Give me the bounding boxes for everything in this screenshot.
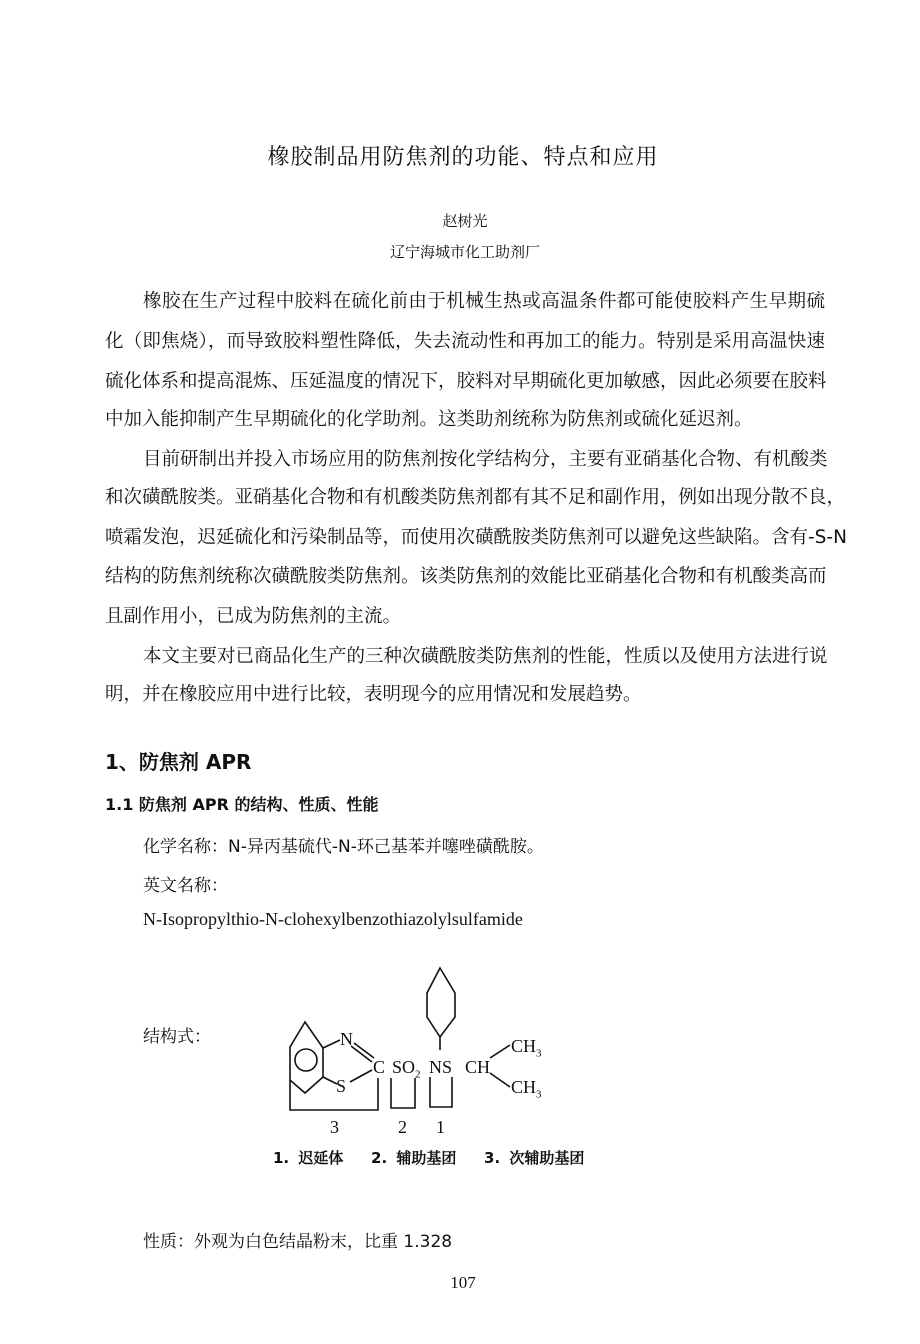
- paragraph-line: 化（即焦烧），而导致胶料塑性降低，失去流动性和再加工的能力。特别是采用高温快速: [105, 331, 825, 352]
- group-number: 1: [436, 1117, 445, 1137]
- english-name: N-Isopropylthio-N-clohexylbenzothiazolylsulfamide: [143, 909, 523, 929]
- bond: [350, 1070, 372, 1082]
- paragraph-line: 本文主要对已商品化生产的三种次磺酰胺类防焦剂的性能，性质以及使用方法进行说: [143, 646, 828, 667]
- properties: 性质：外观为白色结晶粉末，比重 1.328: [143, 1232, 453, 1252]
- atom-c: C: [373, 1057, 386, 1077]
- aromatic-circle: [295, 1049, 317, 1071]
- affiliation: 辽宁海城市化工助剂厂: [389, 243, 540, 261]
- paragraph-line: 橡胶在生产过程中胶料在硫化前由于机械生热或高温条件都可能使胶料产生早期硫: [143, 291, 825, 312]
- subsection-heading: 1.1 防焦剂 APR 的结构、性质、性能: [105, 795, 379, 814]
- paragraph-line: 明，并在橡胶应用中进行比较，表明现今的应用情况和发展趋势。: [105, 684, 642, 705]
- group-bracket-2: [391, 1078, 415, 1108]
- group-so2: $SO_2$: [392, 1057, 421, 1081]
- group-ch3-lower: $CH_3$: [511, 1077, 542, 1101]
- page-number: 107: [450, 1273, 476, 1292]
- paper-title: 橡胶制品用防焦剂的功能、特点和应用: [267, 145, 659, 170]
- chemical-name: 化学名称：N-异丙基硫代-N-环己基苯并噻唑磺酰胺。: [143, 837, 544, 857]
- paragraph-line: 和次磺酰胺类。亚硝基化合物和有机酸类防焦剂都有其不足和副作用，例如出现分散不良，: [105, 487, 846, 508]
- group-number: 2: [398, 1117, 407, 1137]
- structure-label: 结构式：: [143, 1027, 211, 1047]
- atom-n: N: [340, 1029, 353, 1049]
- group-ch3-upper: $CH_3$: [511, 1036, 542, 1060]
- bond: [323, 1077, 337, 1084]
- paragraph-line: 且副作用小，已成为防焦剂的主流。: [105, 606, 402, 627]
- paragraph-line: 目前研制出并投入市场应用的防焦剂按化学结构分，主要有亚硝基化合物、有机酸类: [143, 449, 828, 470]
- atom-s: S: [336, 1076, 347, 1096]
- structure-caption: 1. 迟延体 2. 辅助基团 3. 次辅助基团: [273, 1149, 585, 1167]
- cyclohexane-ring: [427, 968, 455, 1037]
- group-bracket-1: [430, 1077, 452, 1107]
- paragraph-line: 中加入能抑制产生早期硫化的化学助剂。这类助剂统称为防焦剂或硫化延迟剂。: [105, 409, 753, 430]
- paragraph-line: 喷霜发泡，迟延硫化和污染制品等，而使用次磺酰胺类防焦剂可以避免这些缺陷。含有-S-N: [105, 527, 847, 548]
- paragraph-line: 结构的防焦剂统称次磺酰胺类防焦剂。该类防焦剂的效能比亚硝基化合物和有机酸类高而: [105, 566, 827, 587]
- bond: [490, 1073, 510, 1087]
- bond: [490, 1045, 510, 1058]
- group-ns: NS: [429, 1057, 453, 1077]
- group-number: 3: [330, 1117, 339, 1137]
- section-heading: 1、防焦剂 APR: [105, 750, 252, 774]
- author: 赵树光: [442, 212, 488, 230]
- english-name-label: 英文名称：: [143, 876, 228, 896]
- group-ch: CH: [465, 1057, 491, 1077]
- paragraph-line: 硫化体系和提高混炼、压延温度的情况下，胶料对早期硫化更加敏感，因此必须要在胶料: [105, 371, 827, 392]
- bond: [323, 1040, 340, 1048]
